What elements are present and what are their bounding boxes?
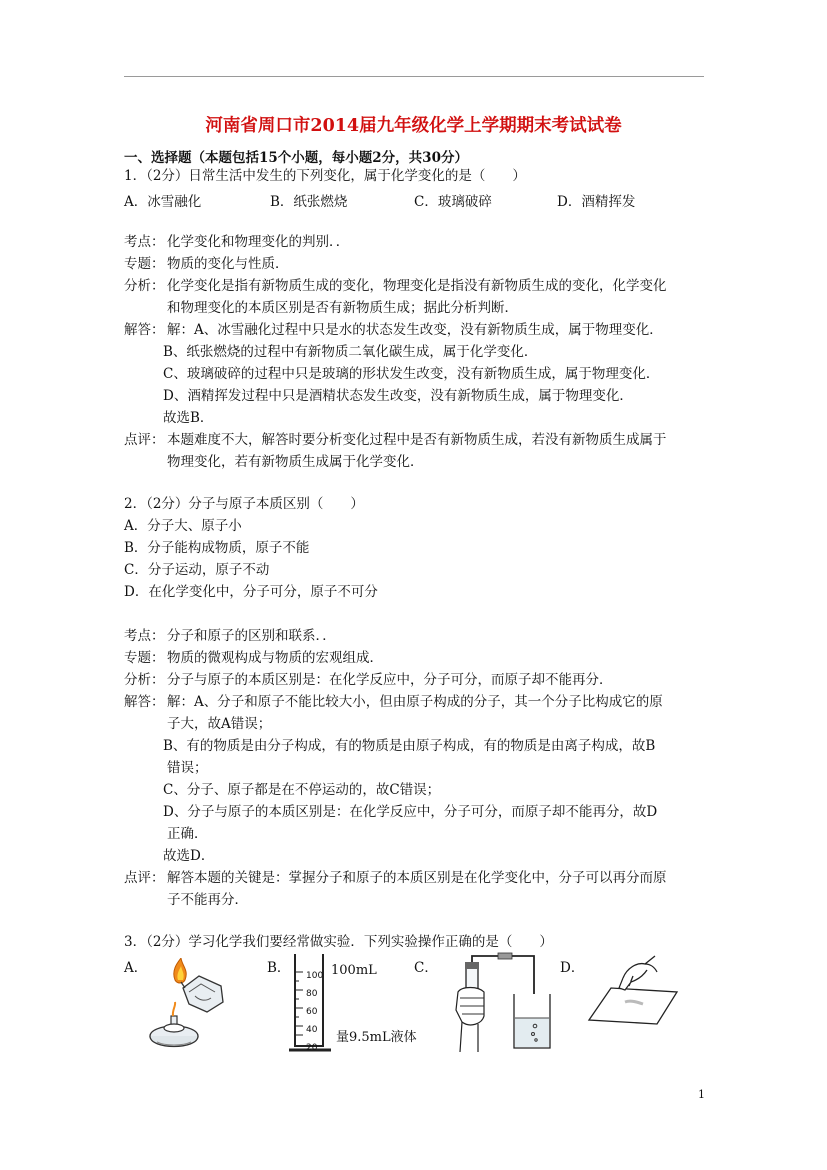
q3-option-a: A． xyxy=(124,960,148,976)
q2-jieda-5: C、分子、原子都是在不停运动的，故C错误； xyxy=(163,782,441,798)
cylinder-tick-label: 20 xyxy=(306,1043,318,1053)
kaodian-text: 分子和原子的区别和联系．． xyxy=(167,628,336,644)
fenxi-label: 分析： xyxy=(124,672,165,688)
kaodian-text: 化学变化和物理变化的判别．． xyxy=(167,234,350,250)
alcohol-lamp-ignite-illustration xyxy=(145,958,255,1058)
q1-zhuanti xyxy=(124,256,289,272)
q2-jieda-3: B、有的物质是由分子构成，有的物质是由原子构成，有的物质是由离子构成，故B xyxy=(163,738,656,754)
q2-dianping xyxy=(124,870,667,886)
q2-stem: 2．（2分）分子与原子本质区别（ ） xyxy=(124,496,364,512)
q2-option-a: A．分子大、原子小 xyxy=(124,518,242,534)
zhuanti-label: 专题： xyxy=(124,256,165,272)
q1-option-d: D．酒精挥发 xyxy=(557,194,636,210)
fenxi-label: 分析： xyxy=(124,278,165,294)
q2-fenxi xyxy=(124,672,613,688)
fenxi-text: 分子与原子的本质区别是：在化学反应中，分子可分，而原子却不能再分． xyxy=(167,672,613,688)
q2-zhuanti xyxy=(124,650,383,666)
q3-option-d: D． xyxy=(560,960,585,976)
q3-option-c: C． xyxy=(414,960,438,976)
fenxi-text-1: 化学变化是指有新物质生成的变化，物理变化是指没有新物质生成的变化，化学变化 xyxy=(167,278,667,294)
cylinder-tick-label: 60 xyxy=(306,1007,318,1017)
ph-test-illustration xyxy=(585,952,681,1026)
jieda-label: 解答： xyxy=(124,322,165,338)
q1-dianping-2: 物理变化，若有新物质生成属于化学变化． xyxy=(167,454,424,470)
q1-fenxi xyxy=(124,278,667,294)
cylinder-tick-label: 100 xyxy=(306,971,324,981)
page-number: 1 xyxy=(698,1088,705,1101)
q1-jieda-5: 故选B． xyxy=(163,410,214,426)
q2-jieda xyxy=(124,694,663,710)
q1-option-a: A．冰雪融化 xyxy=(124,194,202,210)
q1-jieda xyxy=(124,322,663,338)
q2-jieda-4: 错误； xyxy=(167,760,208,776)
q1-stem: 1．（2分）日常生活中发生的下列变化，属于化学变化的是（ ） xyxy=(124,168,526,184)
cylinder-scale xyxy=(306,967,323,1057)
airtightness-check-illustration xyxy=(438,952,558,1054)
q2-jieda-6: D、分子与原子的本质区别是：在化学反应中，分子可分，而原子却不能再分，故D xyxy=(163,804,658,820)
q2-jieda-2: 子大，故A错误； xyxy=(167,716,272,732)
q2-option-c: C．分子运动，原子不动 xyxy=(124,562,270,578)
dianping-label: 点评： xyxy=(124,432,165,448)
section-heading: 一、选择题（本题包括15个小题，每小题2分，共30分） xyxy=(124,150,468,166)
q1-dianping xyxy=(124,432,667,448)
q1-jieda-2: B、纸张燃烧的过程中有新物质二氧化碳生成，属于化学变化． xyxy=(163,344,538,360)
q2-jieda-8: 故选D． xyxy=(163,848,215,864)
cylinder-tick-label: 40 xyxy=(306,1025,318,1035)
q1-kaodian xyxy=(124,234,349,250)
zhuanti-label: 专题： xyxy=(124,650,165,666)
zhuanti-text: 物质的变化与性质． xyxy=(167,256,289,272)
dianping-text-1: 本题难度不大，解答时要分析变化过程中是否有新物质生成，若没有新物质生成属于 xyxy=(167,432,667,448)
q1-fenxi-2: 和物理变化的本质区别是否有新物质生成；据此分析判断． xyxy=(167,300,518,316)
q2-kaodian xyxy=(124,628,336,644)
q2-option-b: B．分子能构成物质，原子不能 xyxy=(124,540,310,556)
q1-option-b: B．纸张燃烧 xyxy=(270,194,348,210)
q1-option-c: C．玻璃破碎 xyxy=(414,194,492,210)
q2-dianping-2: 子不能再分． xyxy=(167,892,248,908)
cylinder-note: 量9.5mL液体 xyxy=(336,1030,417,1045)
q3-stem: 3．（2分）学习化学我们要经常做实验．下列实验操作正确的是（ ） xyxy=(124,934,553,950)
zhuanti-text: 物质的微观构成与物质的宏观组成． xyxy=(167,650,383,666)
q1-jieda-3: C、玻璃破碎的过程中只是玻璃的形状发生改变，没有新物质生成，属于物理变化． xyxy=(163,366,660,382)
header-rule xyxy=(124,76,704,77)
jieda-text-1: 解：A、分子和原子不能比较大小，但由原子构成的分子，其一个分子比构成它的原 xyxy=(167,694,663,710)
q2-option-d: D．在化学变化中，分子可分，原子不可分 xyxy=(124,584,378,600)
dianping-text-1: 解答本题的关键是：掌握分子和原子的本质区别是在化学变化中，分子可以再分而原 xyxy=(167,870,667,886)
jieda-label: 解答： xyxy=(124,694,165,710)
cylinder-capacity-label: 100mL xyxy=(331,963,377,978)
q2-jieda-7: 正确． xyxy=(167,826,208,842)
jieda-text-1: 解：A、冰雪融化过程中只是水的状态发生改变，没有新物质生成，属于物理变化． xyxy=(167,322,663,338)
kaodian-label: 考点： xyxy=(124,628,165,644)
cylinder-tick-label: 80 xyxy=(306,989,318,999)
exam-title: 河南省周口市2014届九年级化学上学期期末考试试卷 xyxy=(205,116,622,136)
kaodian-label: 考点： xyxy=(124,234,165,250)
q1-jieda-4: D、酒精挥发过程中只是酒精状态发生改变，没有新物质生成，属于物理变化． xyxy=(163,388,633,404)
dianping-label: 点评： xyxy=(124,870,165,886)
q3-option-b: B． xyxy=(267,960,291,976)
